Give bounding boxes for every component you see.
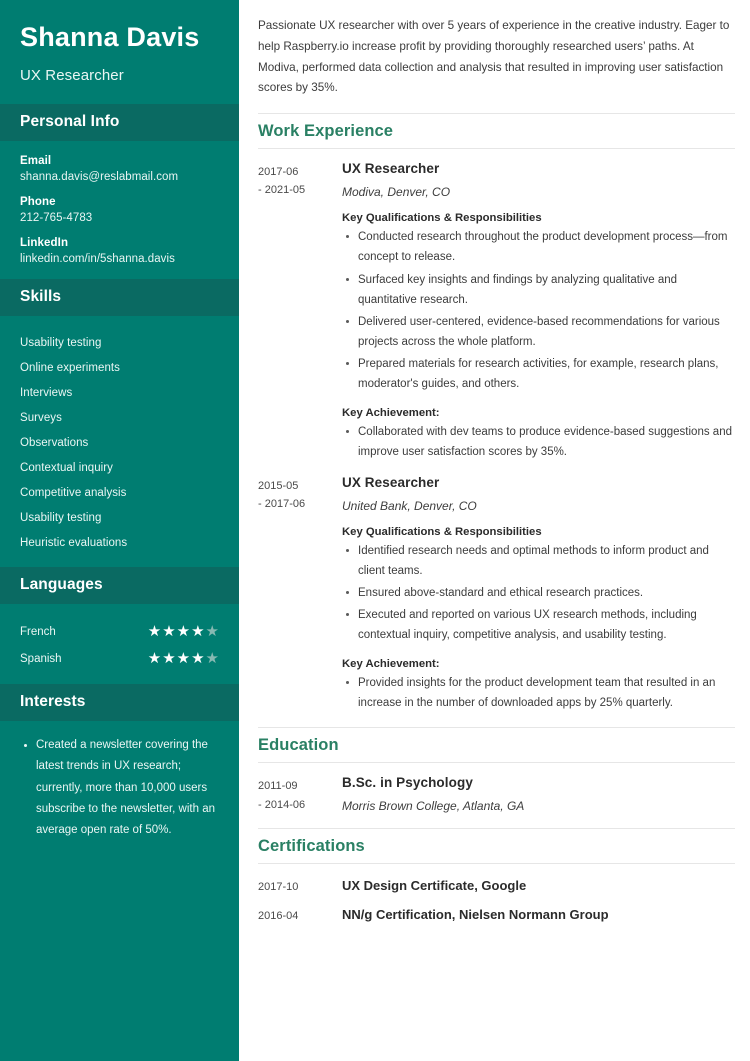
certification-date: 2017-10 bbox=[258, 880, 299, 893]
language-row bbox=[20, 618, 219, 645]
star-filled-icon: ★ bbox=[147, 623, 162, 641]
certification-title: UX Design Certificate, Google bbox=[342, 877, 527, 893]
interests-list bbox=[20, 735, 219, 841]
language-rating-stars bbox=[148, 651, 219, 666]
skill-item: Usability testing bbox=[20, 511, 102, 524]
qualifications-list bbox=[342, 541, 735, 646]
work-entry-title: UX Researcher bbox=[342, 161, 440, 177]
qualifications-label: Key Qualifications & Responsibilities bbox=[342, 212, 542, 225]
work-experience-section bbox=[258, 113, 735, 713]
date-end: - 2021-05 bbox=[258, 184, 306, 197]
work-entry-body bbox=[342, 161, 735, 462]
date-start: 2015-05 bbox=[258, 479, 299, 492]
contact-label: Phone bbox=[20, 196, 56, 209]
bullet-item: Ensured above-standard and ethical research practices. bbox=[342, 583, 735, 603]
bullet-item: Executed and reported on various UX research methods, including contextual inquiry, competitive analysis, and usability testing. bbox=[342, 605, 735, 645]
education-entry-body bbox=[342, 775, 735, 813]
contact-label: Email bbox=[20, 155, 52, 168]
bullet-item: Conducted research throughout the product development process—from concept to release. bbox=[342, 227, 735, 267]
contact-value[interactable]: 212-765-4783 bbox=[20, 212, 93, 225]
contact-value[interactable]: linkedin.com/in/5shanna.davis bbox=[20, 253, 175, 266]
profile-summary: Passionate UX researcher with over 5 years of experience in the creative industry. Eager to help Raspberry.io increase profit by providing thoroughly researched users’ paths. At Modiva, performed data collection and analysis that resulted in improving user satisfaction scores by 35%. bbox=[258, 19, 730, 95]
qualifications-label: Key Qualifications & Responsibilities bbox=[342, 525, 542, 538]
star-empty-icon: ★ bbox=[205, 650, 219, 668]
certification-entry bbox=[258, 907, 735, 922]
star-filled-icon: ★ bbox=[162, 650, 176, 668]
skills-section-body bbox=[0, 316, 239, 567]
star-filled-icon: ★ bbox=[162, 623, 176, 641]
skill-item: Competitive analysis bbox=[20, 486, 127, 499]
skills-heading: Skills bbox=[0, 279, 239, 316]
bullet-item: Prepared materials for research activities, for example, research plans, moderator's guides, and others. bbox=[342, 354, 735, 394]
interest-item: Created a newsletter covering the latest trends in UX research; currently, more than 10,000 users subscribe to the newsletter, with an average open rate of 50%. bbox=[22, 735, 219, 841]
skill-item: Heuristic evaluations bbox=[20, 536, 128, 549]
personal-info-list bbox=[0, 141, 239, 279]
contact-item-phone bbox=[20, 196, 219, 224]
languages-heading: Languages bbox=[0, 567, 239, 604]
achievement-label: Key Achievement: bbox=[342, 658, 440, 671]
work-entry-body bbox=[342, 475, 735, 714]
star-filled-icon: ★ bbox=[176, 650, 191, 668]
language-row bbox=[20, 645, 219, 672]
date-start: 2017-06 bbox=[258, 166, 299, 179]
language-name: Spanish bbox=[20, 652, 62, 665]
personal-info-heading: Personal Info bbox=[0, 104, 239, 141]
candidate-name: Shanna Davis bbox=[20, 22, 200, 52]
certification-title: NN/g Certification, Nielsen Normann Group bbox=[342, 906, 609, 922]
achievement-label: Key Achievement: bbox=[342, 407, 440, 420]
sidebar bbox=[0, 0, 239, 1061]
education-entry-org: Morris Brown College, Atlanta, GA bbox=[342, 799, 525, 814]
date-end: - 2014-06 bbox=[258, 798, 306, 811]
star-filled-icon: ★ bbox=[191, 650, 205, 668]
work-entry bbox=[258, 475, 735, 714]
contact-value[interactable]: shanna.davis@reslabmail.com bbox=[20, 171, 179, 184]
certifications-heading: Certifications bbox=[258, 828, 735, 864]
achievements-list bbox=[342, 422, 735, 462]
qualifications-list bbox=[342, 227, 735, 394]
work-entry bbox=[258, 161, 735, 462]
skill-item: Observations bbox=[20, 436, 89, 449]
skill-item: Surveys bbox=[20, 411, 62, 424]
language-rating-stars bbox=[148, 624, 219, 639]
star-filled-icon: ★ bbox=[191, 623, 205, 641]
languages-section-body bbox=[0, 604, 239, 684]
contact-item-email bbox=[20, 155, 219, 183]
skill-item: Contextual inquiry bbox=[20, 461, 113, 474]
bullet-item: Delivered user-centered, evidence-based recommendations for various projects across the whole platform. bbox=[342, 312, 735, 352]
education-section bbox=[258, 727, 735, 813]
education-entry-dates bbox=[258, 775, 342, 813]
candidate-job-title: UX Researcher bbox=[20, 67, 124, 85]
bullet-item: Surfaced key insights and findings by analyzing qualitative and quantitative research. bbox=[342, 270, 735, 310]
work-experience-heading: Work Experience bbox=[258, 113, 735, 149]
star-filled-icon: ★ bbox=[147, 650, 162, 668]
education-entry-title: B.Sc. in Psychology bbox=[342, 775, 473, 791]
star-empty-icon: ★ bbox=[205, 623, 219, 641]
work-entry-title: UX Researcher bbox=[342, 474, 440, 490]
star-filled-icon: ★ bbox=[176, 623, 191, 641]
work-entry-dates bbox=[258, 475, 342, 714]
certification-entry bbox=[258, 878, 735, 893]
work-entry-org: Modiva, Denver, CO bbox=[342, 185, 451, 200]
work-entry-org: United Bank, Denver, CO bbox=[342, 498, 477, 513]
main-content bbox=[239, 0, 750, 1061]
date-start: 2011-09 bbox=[258, 780, 298, 793]
skill-item: Online experiments bbox=[20, 361, 120, 374]
certifications-section bbox=[258, 828, 735, 922]
bullet-item: Provided insights for the product development team that resulted in an increase in the number of downloaded apps by 25% quarterly. bbox=[342, 673, 735, 713]
date-end: - 2017-06 bbox=[258, 497, 306, 510]
certification-date: 2016-04 bbox=[258, 909, 299, 922]
language-name: French bbox=[20, 625, 56, 638]
achievements-list bbox=[342, 673, 735, 713]
bullet-item: Identified research needs and optimal methods to inform product and client teams. bbox=[342, 541, 735, 581]
skills-list bbox=[20, 330, 219, 555]
education-heading: Education bbox=[258, 727, 735, 763]
education-entry bbox=[258, 775, 735, 813]
interests-heading: Interests bbox=[0, 684, 239, 721]
interests-section-body bbox=[0, 721, 239, 853]
contact-item-linkedin bbox=[20, 237, 219, 265]
skill-item: Usability testing bbox=[20, 336, 102, 349]
contact-label: LinkedIn bbox=[20, 237, 69, 250]
name-block bbox=[0, 0, 239, 104]
skill-item: Interviews bbox=[20, 386, 73, 399]
bullet-item: Collaborated with dev teams to produce evidence-based suggestions and improve user satisfaction scores by 35%. bbox=[342, 422, 735, 462]
work-entry-dates bbox=[258, 161, 342, 462]
